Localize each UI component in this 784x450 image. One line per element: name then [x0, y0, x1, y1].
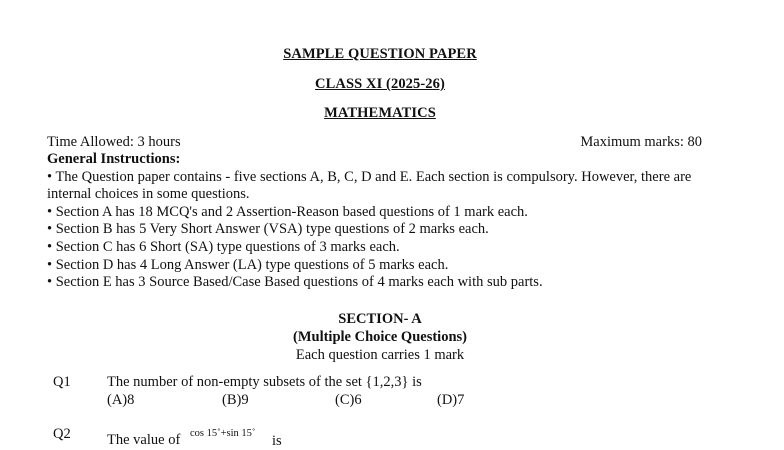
- section-note: Each question carries 1 mark: [295, 347, 465, 363]
- section-title: SECTION- A: [338, 311, 422, 327]
- question-text: The value of: [107, 432, 181, 448]
- maximum-marks: Maximum marks: 80: [580, 134, 702, 150]
- instruction-item: • Section C has 6 Short (SA) type questions of 3 marks each.: [47, 238, 400, 255]
- subject-title: MATHEMATICS: [324, 105, 436, 121]
- instruction-item: • Section A has 18 MCQ's and 2 Assertion-Reason based questions of 1 mark each.: [47, 203, 528, 220]
- instruction-item: • Section E has 3 Source Based/Case Based questions of 4 marks each with sub parts.: [47, 274, 543, 291]
- section-subtitle: (Multiple Choice Questions): [293, 329, 467, 345]
- question-number: Q2: [53, 426, 71, 442]
- time-allowed: Time Allowed: 3 hours: [47, 134, 181, 150]
- option-c: (C)6: [335, 392, 362, 408]
- option-d: (D)7: [437, 392, 465, 408]
- class-title: CLASS XI (2025-26): [315, 76, 445, 92]
- instructions-heading: General Instructions:: [47, 151, 181, 167]
- instruction-item: • Section B has 5 Very Short Answer (VSA) type questions of 2 marks each.: [47, 221, 489, 238]
- instruction-item: • Section D has 4 Long Answer (LA) type questions of 5 marks each.: [47, 256, 449, 273]
- instruction-item: • The Question paper contains - five sections A, B, C, D and E. Each section is compulsory. However, there are internal choices in some questions.: [47, 168, 692, 203]
- option-b: (B)9: [222, 392, 249, 408]
- paper-title: SAMPLE QUESTION PAPER: [283, 46, 477, 62]
- option-a: (A)8: [107, 392, 135, 408]
- fraction-numerator: cos 15˚+sin 15˚: [190, 428, 256, 439]
- general-instructions: [47, 151, 717, 292]
- question-tail: is: [272, 433, 282, 449]
- question-number: Q1: [53, 374, 71, 390]
- question-text: The number of non-empty subsets of the set {1,2,3} is: [107, 374, 422, 390]
- exam-meta-row: [47, 134, 702, 151]
